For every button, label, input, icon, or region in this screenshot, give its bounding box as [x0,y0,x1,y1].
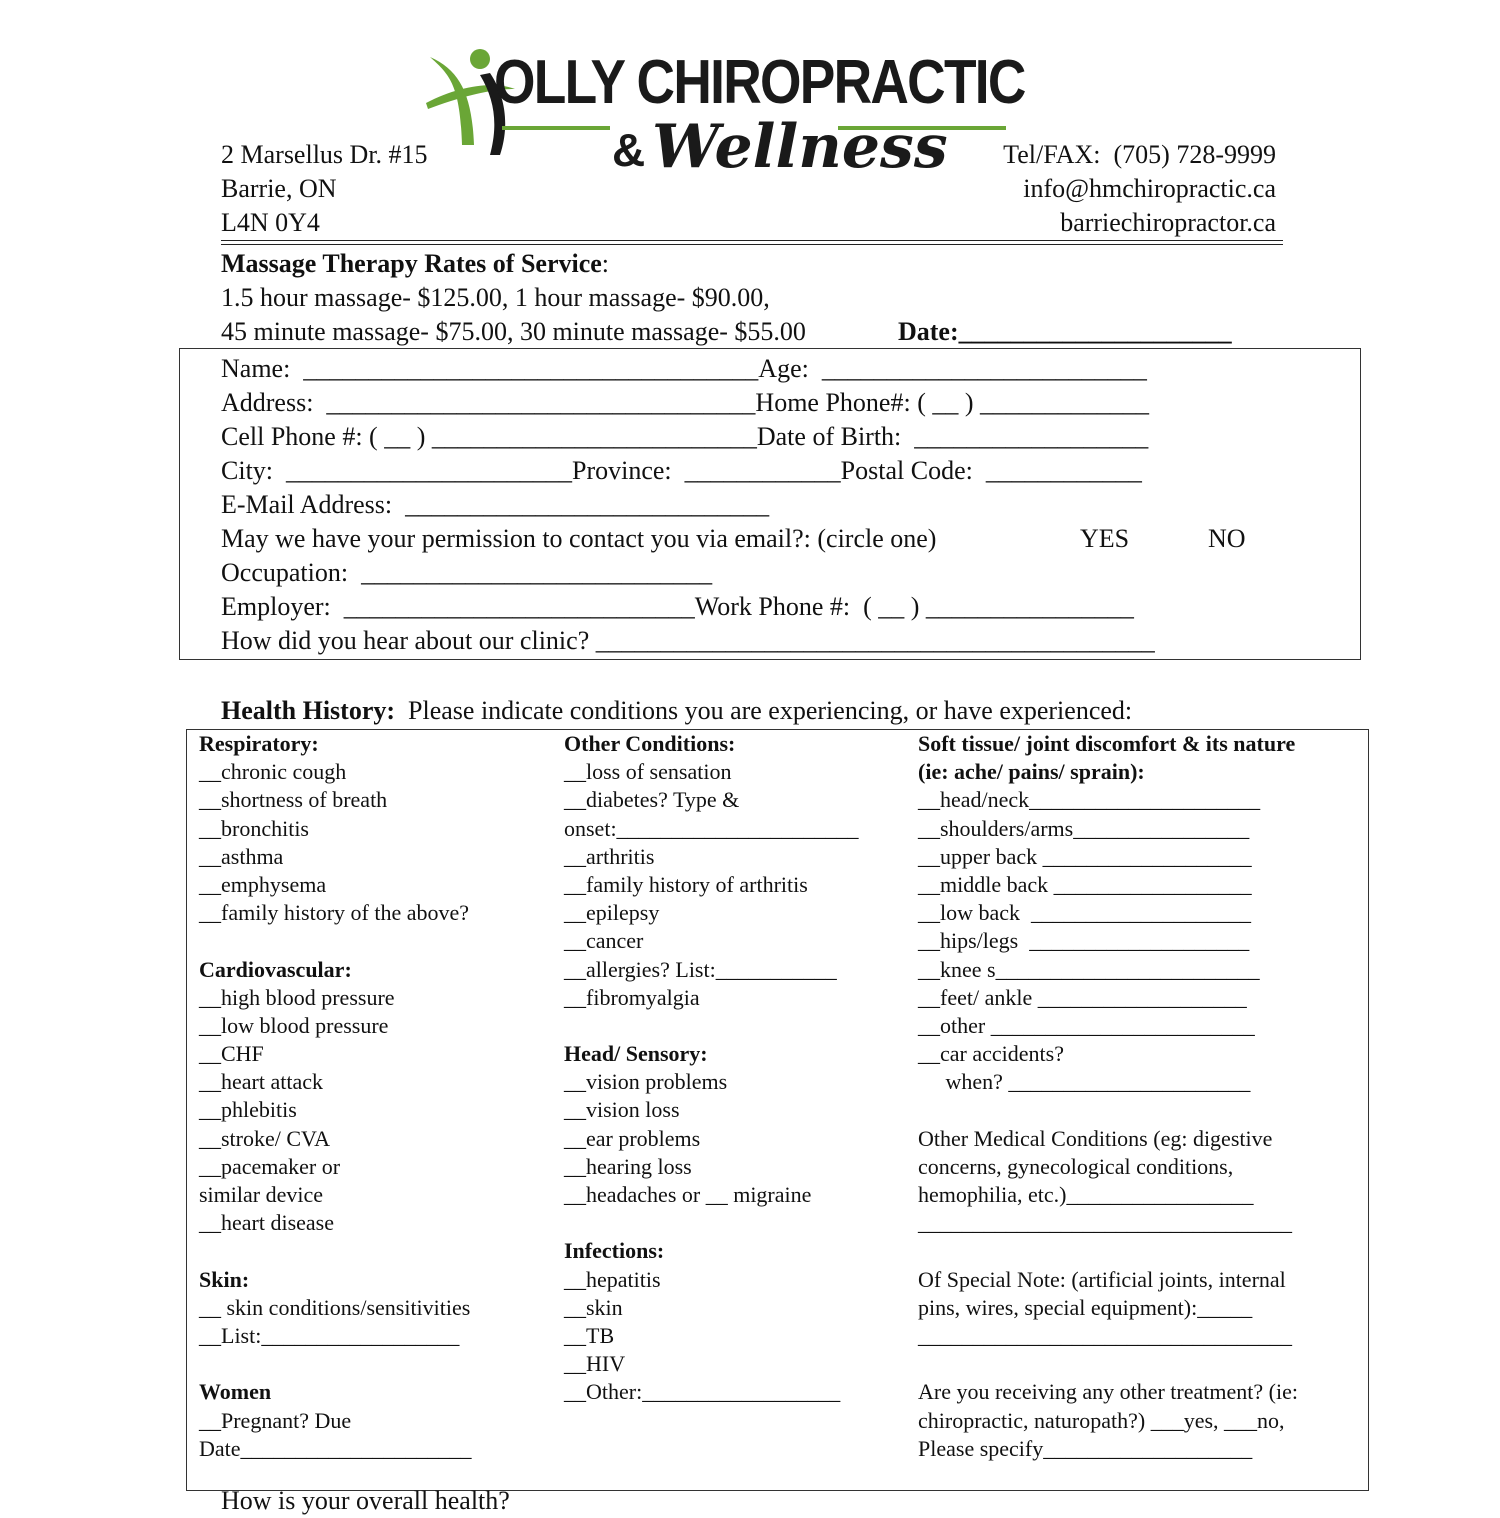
email-permission-question: May we have your permission to contact you via email?: (circle one) [221,524,937,553]
condition-item[interactable]: __family history of the above? [199,900,470,926]
section-heading: Skin: [199,1266,250,1292]
spacer [199,1350,559,1378]
employer-work-phone-field[interactable]: Employer: ___________________________Work Phone #: ( __ ) ________________ [221,592,1134,621]
condition-item[interactable]: __low blood pressure [199,1012,389,1038]
section-heading: Infections: [564,1238,665,1264]
condition-item[interactable]: __emphysema [199,871,327,897]
condition-item[interactable]: __upper back ___________________ [918,843,1252,869]
condition-item[interactable]: __head/neck_____________________ [918,787,1261,813]
condition-item[interactable]: __feet/ ankle ___________________ [918,984,1247,1010]
condition-item[interactable]: __headaches or __ migraine [564,1182,812,1207]
health-history-subtitle: Please indicate conditions you are experiencing, or have experienced: [408,696,1133,725]
section-heading: Respiratory: [199,731,319,756]
name-age-field[interactable]: Name: ___________________________________Age: _________________________ [221,354,1147,383]
condition-item[interactable]: Other Medical Conditions (eg: digestive [918,1125,1273,1151]
condition-item[interactable]: __skin [564,1294,623,1320]
logo-wellness: Wellness [652,112,948,182]
condition-item[interactable]: __fibromyalgia [564,984,700,1010]
address-home-phone-field[interactable]: Address: _________________________________Home Phone#: ( __ ) _____________ [221,388,1150,417]
condition-item[interactable]: __knee s________________________ [918,956,1260,982]
condition-item[interactable]: __HIV [564,1351,626,1377]
rates-colon: : [601,249,610,278]
condition-item[interactable]: __shortness of breath [199,787,388,813]
condition-item[interactable]: similar device [199,1182,324,1207]
condition-item[interactable]: __allergies? List:___________ [564,956,837,982]
overall-health-question: How is your overall health? [221,1486,510,1515]
email-address-field[interactable]: E-Mail Address: ____________________________ [221,490,770,519]
spacer [918,1350,1358,1378]
condition-item[interactable]: onset:______________________ [564,815,859,841]
logo-underline-left [502,126,610,130]
section-heading: Cardiovascular: [199,956,352,982]
condition-item[interactable]: pins, wires, special equipment):_____ [918,1294,1253,1320]
condition-item[interactable]: __CHF [199,1041,264,1067]
rates-title: Massage Therapy Rates of Service [221,249,602,278]
condition-item[interactable]: __low back ____________________ [918,900,1252,926]
condition-item[interactable]: __________________________________ [918,1210,1292,1236]
condition-item[interactable]: Date_____________________ [199,1435,472,1461]
cell-phone-dob-field[interactable]: Cell Phone #: ( __ ) _________________________Date of Birth: __________________ [221,422,1149,451]
condition-item[interactable]: __phlebitis [199,1097,297,1123]
condition-item[interactable]: __car accidents? [918,1041,1064,1067]
spacer [564,1012,904,1040]
condition-item[interactable]: __middle back __________________ [918,871,1252,897]
health-column-3 [918,730,1358,1463]
condition-item[interactable]: __Pregnant? Due [199,1407,352,1433]
address-line: L4N 0Y4 [221,208,320,237]
address-line: 2 Marsellus Dr. #15 [221,140,428,169]
condition-item[interactable]: __________________________________ [918,1322,1292,1348]
condition-item[interactable]: __arthritis [564,843,655,869]
condition-item[interactable]: chiropractic, naturopath?) ___yes, ___no, [918,1407,1285,1433]
health-history-heading [221,694,1132,728]
condition-item[interactable]: __ear problems [564,1125,701,1151]
health-column-1 [199,730,559,1463]
city-province-postal-field[interactable]: City: ______________________Province: ____________Postal Code: ____________ [221,456,1142,485]
spacer [199,1237,559,1265]
rates-line: 1.5 hour massage- $125.00, 1 hour massage- $90.00, [221,283,770,312]
condition-item[interactable]: Of Special Note: (artificial joints, internal [918,1266,1286,1292]
occupation-field[interactable]: Occupation: ___________________________ [221,558,713,587]
condition-item[interactable]: hemophilia, etc.)_________________ [918,1182,1254,1207]
date-field[interactable]: Date:_____________________ [898,317,1232,346]
contact-line: Tel/FAX: (705) 728-9999 [1003,140,1276,169]
condition-item[interactable]: Are you receiving any other treatment? (ie: [918,1379,1298,1405]
condition-item[interactable]: __pacemaker or [199,1153,341,1179]
condition-item[interactable]: __chronic cough [199,759,347,785]
spacer [918,1237,1358,1265]
condition-item[interactable]: Please specify___________________ [918,1435,1253,1461]
address-line: Barrie, ON [221,174,337,203]
clinic-logo [420,40,1025,185]
contact-line: barriechiropractor.ca [1060,208,1276,237]
condition-item[interactable]: __loss of sensation [564,759,732,785]
spacer [918,1096,1358,1124]
condition-item[interactable]: __diabetes? Type & [564,787,740,813]
condition-item[interactable]: __epilepsy [564,900,660,926]
email-permission-no[interactable]: NO [1208,524,1246,553]
logo-line1: OLLY CHIROPRACTIC [494,48,1025,117]
condition-item[interactable]: __vision problems [564,1069,728,1095]
section-heading: Women [199,1379,272,1405]
condition-item[interactable]: __heart attack [199,1069,323,1095]
section-heading: Other Conditions: [564,731,736,756]
logo-ampersand: & [612,124,646,176]
rates-line: 45 minute massage- $75.00, 30 minute massage- $55.00 [221,317,806,346]
condition-item[interactable]: __TB [564,1322,615,1348]
health-column-2 [564,730,904,1407]
condition-item[interactable]: __List:__________________ [199,1322,460,1348]
condition-item[interactable]: __hearing loss [564,1153,692,1179]
condition-item[interactable]: __bronchitis [199,815,309,841]
condition-item[interactable]: __Other:__________________ [564,1379,841,1405]
condition-item[interactable]: __stroke/ CVA [199,1125,330,1151]
health-history-title: Health History: [221,696,396,725]
section-heading: Head/ Sensory: [564,1041,708,1067]
condition-item[interactable]: __hepatitis [564,1266,661,1292]
rates-heading [221,247,609,281]
condition-item[interactable]: __vision loss [564,1097,680,1123]
condition-item[interactable]: __family history of arthritis [564,871,808,897]
condition-item[interactable]: __cancer [564,928,644,954]
condition-item[interactable]: __asthma [199,843,284,869]
spacer [564,1209,904,1237]
condition-item[interactable]: __hips/legs ____________________ [918,928,1250,954]
condition-item[interactable]: when? ______________________ [918,1069,1251,1095]
condition-item[interactable]: concerns, gynecological conditions, [918,1153,1234,1179]
referral-source-field[interactable]: How did you hear about our clinic? ___________________________________________ [221,626,1155,655]
section-heading: (ie: ache/ pains/ sprain): [918,759,1145,785]
spacer [199,927,559,955]
condition-item[interactable]: __ skin conditions/sensitivities [199,1294,471,1320]
condition-item[interactable]: __other ________________________ [918,1012,1255,1038]
header-divider [221,240,1283,245]
email-permission-yes[interactable]: YES [1080,524,1130,553]
condition-item[interactable]: __heart disease [199,1210,334,1236]
contact-line: info@hmchiropractic.ca [1023,174,1276,203]
condition-item[interactable]: __shoulders/arms________________ [918,815,1250,841]
section-heading: Soft tissue/ joint discomfort & its nature [918,731,1296,756]
condition-item[interactable]: __high blood pressure [199,984,395,1010]
